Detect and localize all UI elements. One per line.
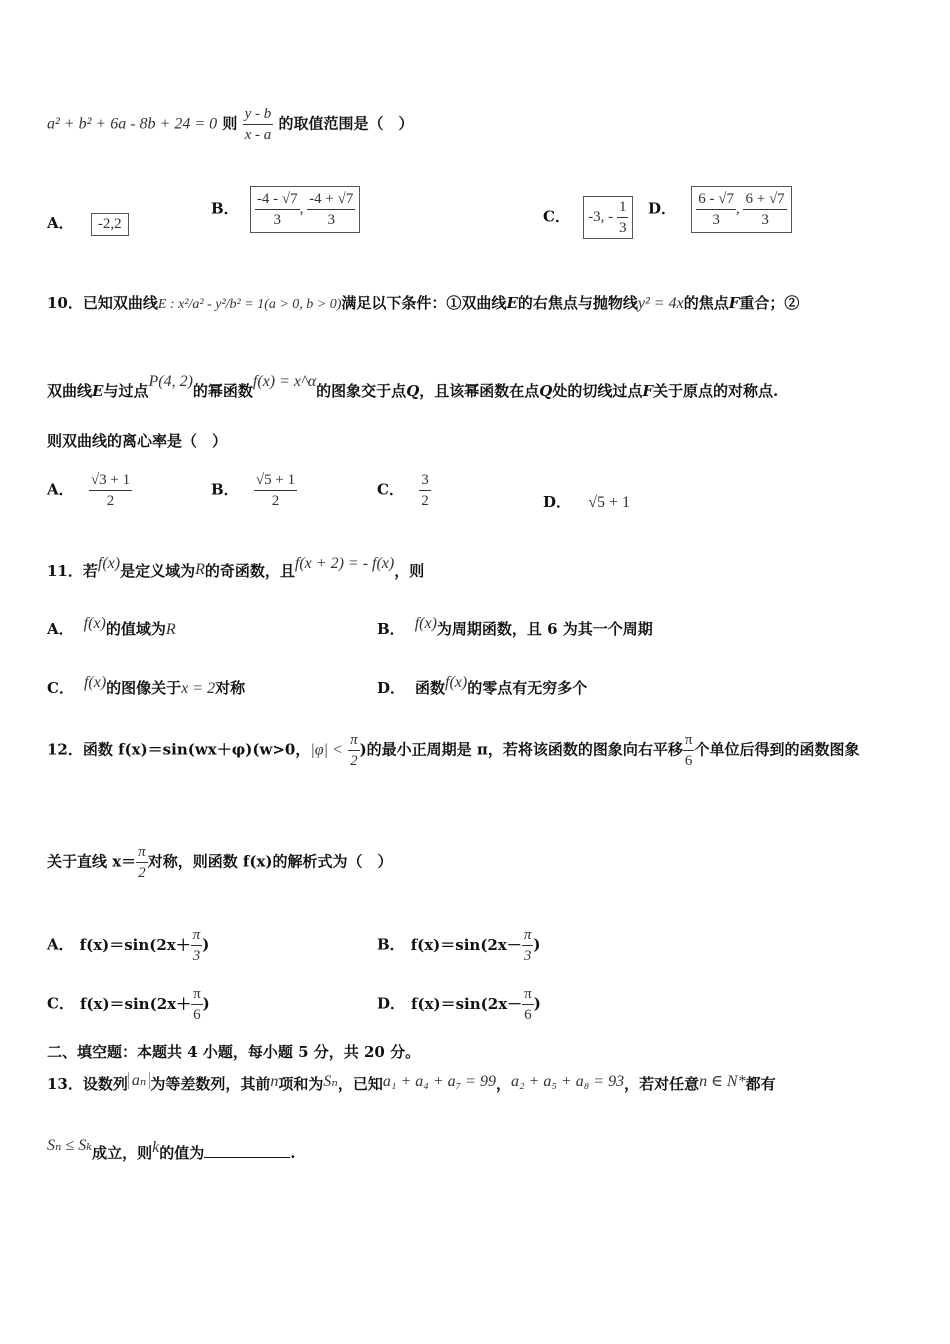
q9-option-b[interactable]: B． $\frac{-4 - √7}{3}$ , $\frac{-4 + √7}{3}$: [211, 186, 360, 233]
q12-stem-line1: 12．函数 f(x)＝sin(wx＋φ)(w>0，|φ| < $\frac{\pi}{2}$ )的最小正周期是 π，若将该函数的图象向右平移 $\frac{\pi}{6}$ 个单位后得到的函数图象: [47, 732, 860, 769]
q9-ask: 的取值范围是（ ）: [278, 114, 414, 133]
answer-blank[interactable]: [204, 1143, 290, 1158]
q10-option-b[interactable]: B． $\frac{√5 + 1}{2}$: [211, 472, 296, 509]
q9-a-interval: -2,2: [91, 213, 129, 236]
q9-option-a[interactable]: A． -2,2: [47, 212, 129, 236]
q12-option-d[interactable]: D． f(x)＝sin(2x－ $\frac{\pi}{6}$ ): [377, 986, 541, 1023]
q10-parabola: y² = 4x: [637, 295, 684, 312]
q10-hyperbola-eq: E : x²/a² - y²/b² = 1(a > 0, b > 0): [157, 297, 342, 312]
q9-then: 则: [222, 114, 238, 133]
q9-stem: [47, 104, 414, 145]
q9-b-interval: $\frac{-4 - √7}{3}$ , $\frac{-4 + √7}{3}$: [250, 186, 360, 233]
q12-option-c[interactable]: C． f(x)＝sin(2x＋ $\frac{\pi}{6}$ ): [47, 986, 210, 1023]
q11-option-a[interactable]: A． f(x)的值域为R: [47, 615, 176, 638]
q9-c-interval: -3, - $\frac{1}{3}$: [583, 196, 633, 239]
q13-stem-line1: 13．设数列 aₙ 为等差数列，其前n项和为Sₙ，已知a₁ + a₄ + a₇ = 99，a₂ + a₅ + a₈ = 93，若对任意n ∈ N*都有: [47, 1072, 776, 1093]
q10-option-c[interactable]: C． $\frac{3}{2}$: [377, 472, 429, 509]
q12-stem-line2: 关于直线 x＝ $\frac{\pi}{2}$ 对称，则函数 f(x)的解析式为（ ）: [47, 844, 393, 881]
q11-stem: 11．若f(x)是定义域为R的奇函数，且f(x + 2) = - f(x)，则: [47, 555, 425, 580]
q13-stem-line2: Sₙ ≤ Sₖ成立，则k的值为 .: [47, 1137, 296, 1162]
q10-stem-line2: 双曲线E与过点P(4, 2)的幂函数f(x) = x^α的图象交于点Q，且该幂函数在点Q处的切线过点F关于原点的对称点.: [47, 373, 779, 400]
q9-option-d[interactable]: D． $\frac{6 - √7}{3}$ , $\frac{6 + √7}{3}$: [648, 186, 792, 233]
q10-option-d[interactable]: D． √5 + 1: [543, 493, 631, 511]
q10-stem-line1: 10．已知双曲线E : x²/a² - y²/b² = 1(a > 0, b > 0)满足以下条件：①双曲线E的右焦点与抛物线y² = 4x的焦点F重合；②: [47, 294, 800, 312]
q12-option-a[interactable]: A． f(x)＝sin(2x＋ $\frac{\pi}{3}$ ): [47, 927, 210, 964]
q9-condition: a² + b² + 6a - 8b + 24 = 0: [47, 115, 218, 133]
q9-fraction: $\frac{y - b}{x - a}$: [244, 106, 272, 143]
q10-point: P(4, 2): [148, 373, 193, 390]
q12-option-b[interactable]: B． f(x)＝sin(2x－ $\frac{\pi}{3}$ ): [377, 927, 541, 964]
section-heading: 二、填空题：本题共 4 小题，每小题 5 分，共 20 分。: [47, 1043, 421, 1061]
q11-option-b[interactable]: B． f(x)为周期函数，且 6 为其一个周期: [377, 615, 653, 638]
q9-d-interval: $\frac{6 - √7}{3}$ , $\frac{6 + √7}{3}$: [691, 186, 791, 233]
q9-option-c[interactable]: C． -3, - $\frac{1}{3}$: [543, 196, 633, 239]
q10-stem-line3: 则双曲线的离心率是（ ）: [47, 432, 228, 450]
q10-power-func: f(x) = x^α: [252, 373, 317, 390]
q11-option-d[interactable]: D． 函数f(x)的零点有无穷多个: [377, 674, 588, 697]
q11-option-c[interactable]: C． f(x)的图像关于x = 2对称: [47, 674, 246, 697]
q10-option-a[interactable]: A． $\frac{√3 + 1}{2}$: [47, 472, 131, 509]
